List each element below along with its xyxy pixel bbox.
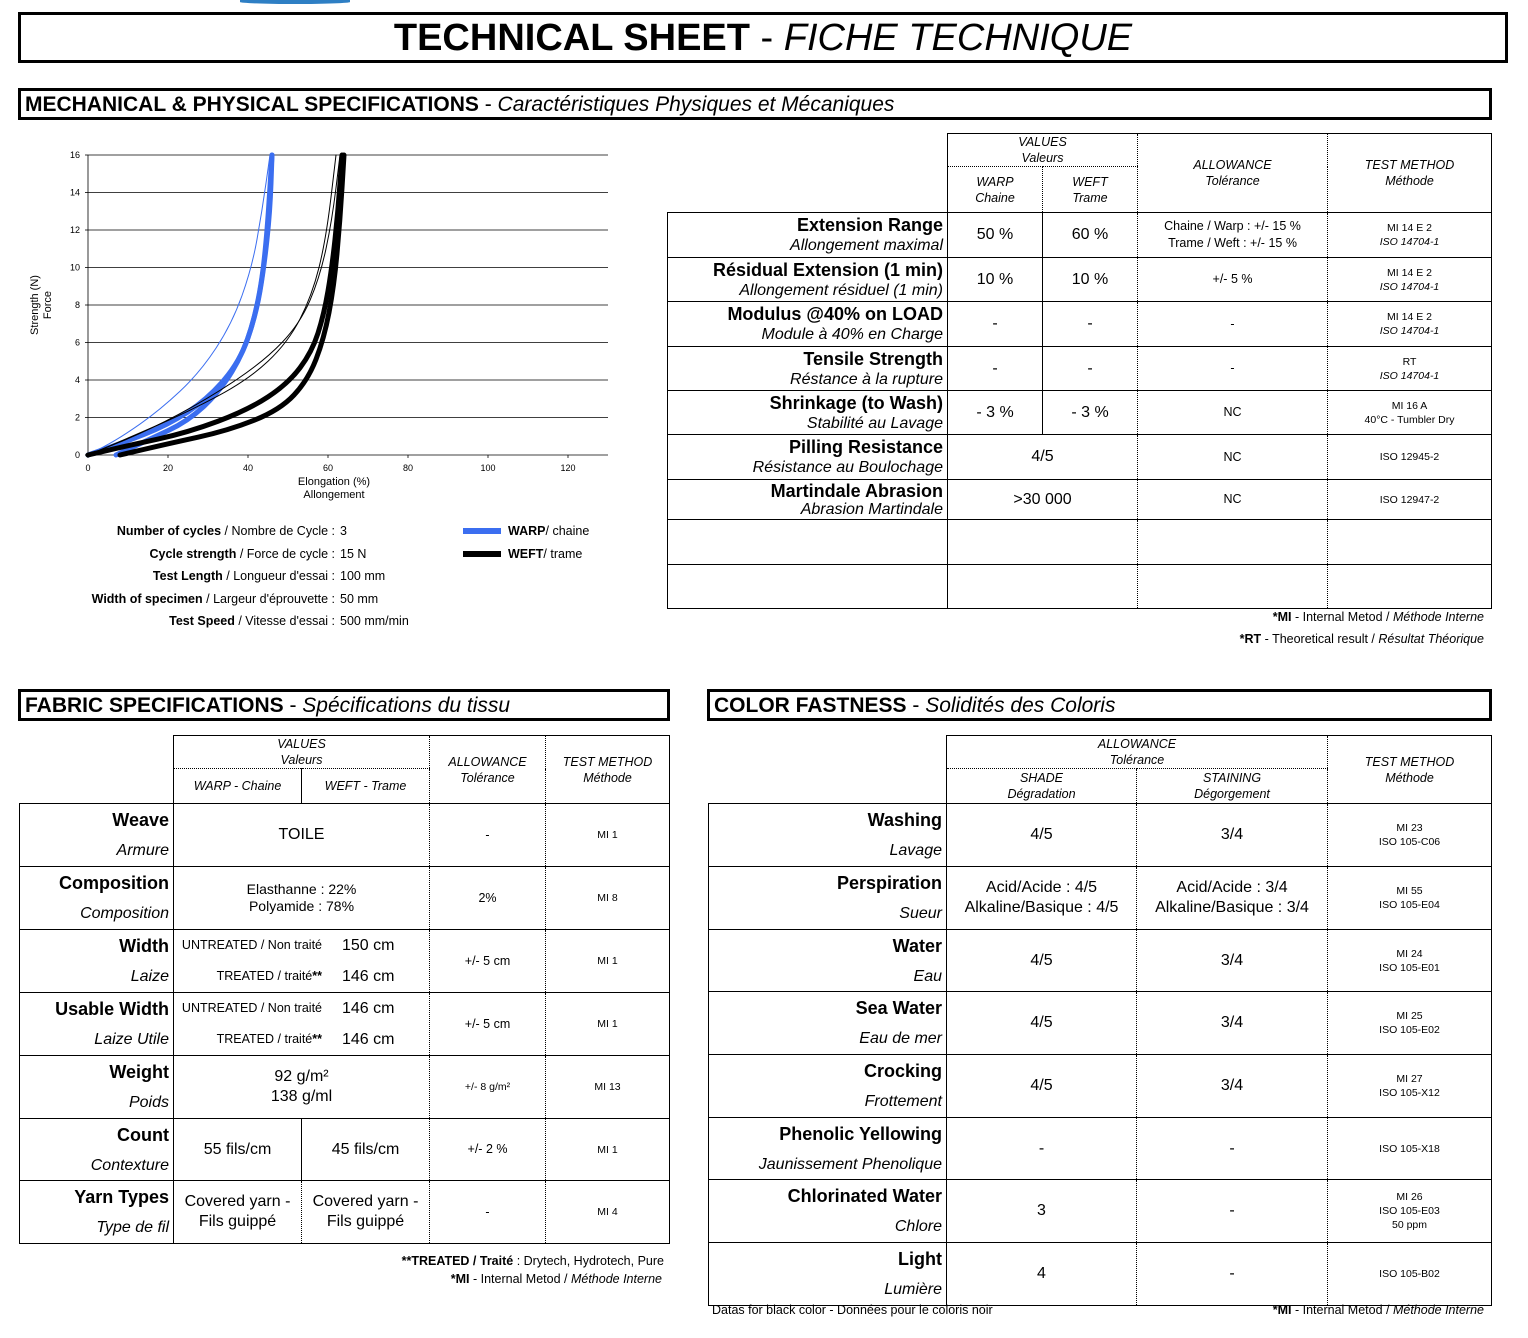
param-row: Test Speed / Vitesse d'essai : 500 mm/min xyxy=(169,614,409,628)
stress-strain-chart xyxy=(20,140,630,510)
color-row: Crocking Frottement 4/5 3/4 MI 27 ISO 105-X12 xyxy=(709,1055,1492,1118)
y-tick-label: 2 xyxy=(74,412,80,423)
param-row: Test Length / Longueur d'essai : 100 mm xyxy=(152,569,386,583)
allowance-value: - xyxy=(1138,302,1328,347)
combined-value: >30 000 xyxy=(948,480,1138,520)
allowance-value: NC xyxy=(1138,435,1328,480)
mech-row xyxy=(668,213,1492,258)
x-tick-label: 20 xyxy=(162,463,174,473)
header-staining: STAINING Dégorgement xyxy=(1194,771,1270,801)
fabric-row-composition: Composition Composition Elasthanne : 22% Polyamide : 78% 2% MI 8 xyxy=(20,867,670,930)
param-row: Number of cycles / Nombre de Cycle : 3 xyxy=(116,524,347,538)
color-row: Sea Water Eau de mer 4/5 3/4 MI 25 ISO 105-E02 xyxy=(709,992,1492,1055)
mechanical-table xyxy=(667,133,1492,609)
allowance-value: Chaine / Warp : +/- 15 % Trame / Weft : +/- 15 % xyxy=(1138,213,1328,258)
fabric-row-yarn: Yarn Types Type de fil Covered yarn - Fils guippé Covered yarn - Fils guippé - MI 4 xyxy=(20,1181,670,1244)
mech-empty-row xyxy=(668,520,1492,565)
y-tick-label: 8 xyxy=(74,300,80,310)
test-method-value: ISO 12947-2 xyxy=(1328,480,1492,520)
param-row: Cycle strength / Force de cycle : 15 N xyxy=(149,546,367,561)
header-shade: SHADE Dégradation xyxy=(947,769,1137,804)
warp-value: - xyxy=(948,347,1043,391)
color-row: Light Lumière 4 - ISO 105-B02 xyxy=(709,1243,1492,1306)
y-axis-label-fr: Force xyxy=(42,290,54,320)
row-label: Extension Range Allongement maximal xyxy=(668,213,948,258)
header-values: VALUES Valeurs xyxy=(174,736,430,769)
test-method-value: MI 14 E 2 ISO 14704-1 xyxy=(1328,213,1492,258)
weave-value: TOILE xyxy=(174,804,430,867)
chart-legend xyxy=(463,520,589,565)
mech-row: Tensile Strength Réstance à la rupture - - - RT ISO 14704-1 xyxy=(668,347,1492,391)
combined-value: 4/5 xyxy=(948,435,1138,480)
mech-row: Modulus @40% on LOAD Module à 40% en Charge - - - MI 14 E 2 ISO 14704-1 xyxy=(668,302,1492,347)
fabric-table xyxy=(19,735,670,1244)
fabric-row-usable-width: Usable Width Laize Utile UNTREATED / Non traité 146 cm TREATED / traité** 146 cm +/- 5 cm MI 1 xyxy=(20,993,670,1056)
mech-empty-row xyxy=(668,565,1492,609)
weft-value: - 3 % xyxy=(1043,391,1138,435)
allowance-value: NC xyxy=(1138,391,1328,435)
test-method-value: MI 14 E 2 ISO 14704-1 xyxy=(1328,302,1492,347)
y-tick-label: 16 xyxy=(69,150,80,160)
header-warp: WARP Chaine xyxy=(948,167,1043,213)
x-tick-label: 80 xyxy=(402,463,414,473)
mech-row: Résidual Extension (1 min) Allongement résiduel (1 min) 10 % 10 % +/- 5 % MI 14 E 2 ISO 14704-1 xyxy=(668,258,1492,302)
y-tick-label: 6 xyxy=(74,337,80,348)
header-warp: WARP - Chaine xyxy=(174,769,302,804)
y-axis-label: Strength (N) xyxy=(29,275,41,335)
fabric-row-weight: Weight Poids 92 g/m² 138 g/ml +/- 8 g/m² MI 13 xyxy=(20,1056,670,1119)
weft-value: - xyxy=(1043,302,1138,347)
x-tick-label: 60 xyxy=(322,463,334,473)
y-tick-label: 10 xyxy=(69,262,80,273)
fabric-note-treated: **TREATED / Traité : Drytech, Hydrotech, Pure xyxy=(401,1254,664,1268)
allowance-value: NC xyxy=(1138,480,1328,520)
mech-row: Pilling Resistance Résistance au Boulochage 4/5 NC ISO 12945-2 xyxy=(668,435,1492,480)
y-tick-label: 14 xyxy=(69,187,80,198)
color-section-header: COLOR FASTNESS - Solidités des Coloris xyxy=(707,689,1492,721)
test-parameters xyxy=(20,520,409,633)
mech-note-rt: *RT - Theoretical result / Résultat Théorique xyxy=(1239,632,1484,646)
fabric-row-width: Width Laize UNTREATED / Non traité 150 cm TREATED / traité** 146 cm +/- 5 cm MI 1 xyxy=(20,930,670,993)
y-tick-label: 0 xyxy=(74,450,80,460)
color-row: Washing Lavage 4/5 3/4 MI 23 ISO 105-C06 xyxy=(709,804,1492,867)
header-test-method: TEST METHOD Méthode xyxy=(1328,736,1492,804)
mech-row: Shrinkage (to Wash) Stabilité au Lavage - 3 % - 3 % NC MI 16 A 40°C - Tumbler Dry xyxy=(668,391,1492,435)
header-values: VALUES Valeurs xyxy=(948,134,1138,167)
x-tick-label: 40 xyxy=(242,463,254,473)
color-note-mi: *MI - Internal Metod / Méthode Interne xyxy=(1272,1303,1484,1317)
allowance-value: +/- 5 % xyxy=(1138,258,1328,302)
y-tick-label: 12 xyxy=(69,225,80,235)
header-allowance: ALLOWANCE Tolérance xyxy=(1138,134,1328,213)
header-weft: WEFT - Trame xyxy=(324,779,407,793)
mechanical-section-header: MECHANICAL & PHYSICAL SPECIFICATIONS - Caractéristiques Physiques et Mécaniques xyxy=(18,88,1492,120)
fabric-note-mi: *MI - Internal Metod / Méthode Interne xyxy=(450,1272,662,1286)
header-allowance: ALLOWANCE Tolérance xyxy=(430,736,546,804)
test-method-value: ISO 12945-2 xyxy=(1328,435,1492,480)
legend-weft: WEFT / trame xyxy=(463,543,589,566)
x-axis-label: Elongation (%) xyxy=(297,476,371,488)
weft-value: 60 % xyxy=(1043,213,1138,258)
color-row: Phenolic Yellowing Jaunissement Phenolique - - ISO 105-X18 xyxy=(709,1118,1492,1180)
color-row: Chlorinated Water Chlore 3 - MI 26 ISO 105-E03 50 ppm xyxy=(709,1180,1492,1243)
header-weft: WEFT Trame xyxy=(1072,174,1108,205)
test-method-value: MI 16 A 40°C - Tumbler Dry xyxy=(1328,391,1492,435)
fabric-row-weave: Weave Armure TOILE - MI 1 xyxy=(20,804,670,867)
fabric-row-count: Count Contexture 55 fils/cm 45 fils/cm +/- 2 % MI 1 xyxy=(20,1119,670,1181)
page-title: TECHNICAL SHEET - FICHE TECHNIQUE xyxy=(18,12,1508,63)
weft-value: - xyxy=(1043,347,1138,391)
x-tick-label: 100 xyxy=(480,463,496,473)
x-axis-label-fr: Allongement xyxy=(303,489,365,501)
color-row: Perspiration Sueur Acid/Acide : 4/5 Alkaline/Basique : 4/5 Acid/Acide : 3/4 Alkaline/Basique : 3/4 MI 55 ISO 105-E04 xyxy=(709,867,1492,930)
warp-value: - 3 % xyxy=(948,391,1043,435)
mech-row: Martindale Abrasion Abrasion Martindale >30 000 NC ISO 12947-2 xyxy=(668,480,1492,520)
header-test-method: TEST METHOD Méthode xyxy=(1328,134,1492,213)
legend-warp: WARP / chaine xyxy=(463,520,589,543)
allowance-value: - xyxy=(1138,347,1328,391)
test-method-value: MI 14 E 2 ISO 14704-1 xyxy=(1328,258,1492,302)
mech-note-mi: *MI - Internal Metod / Méthode Interne xyxy=(1272,610,1484,624)
color-table xyxy=(708,735,1492,1306)
logo-fragment xyxy=(240,0,350,4)
weft-value: 10 % xyxy=(1043,258,1138,302)
param-row: Width of specimen / Largeur d'éprouvette : 50 mm xyxy=(91,591,379,606)
color-row: Water Eau 4/5 3/4 MI 24 ISO 105-E01 xyxy=(709,930,1492,992)
test-method-value: RT ISO 14704-1 xyxy=(1328,347,1492,391)
header-allowance: ALLOWANCE Tolérance xyxy=(947,736,1328,769)
warp-value: - xyxy=(948,302,1043,347)
warp-value: 50 % xyxy=(948,213,1043,258)
fabric-section-header: FABRIC SPECIFICATIONS - Spécifications du tissu xyxy=(18,689,670,721)
warp-value: 10 % xyxy=(948,258,1043,302)
x-tick-label: 0 xyxy=(85,463,91,473)
y-tick-label: 4 xyxy=(74,375,80,385)
header-test-method: TEST METHOD Méthode xyxy=(546,736,670,804)
color-note-black: Datas for black color - Données pour le coloris noir xyxy=(712,1303,993,1317)
x-tick-label: 120 xyxy=(560,463,576,473)
